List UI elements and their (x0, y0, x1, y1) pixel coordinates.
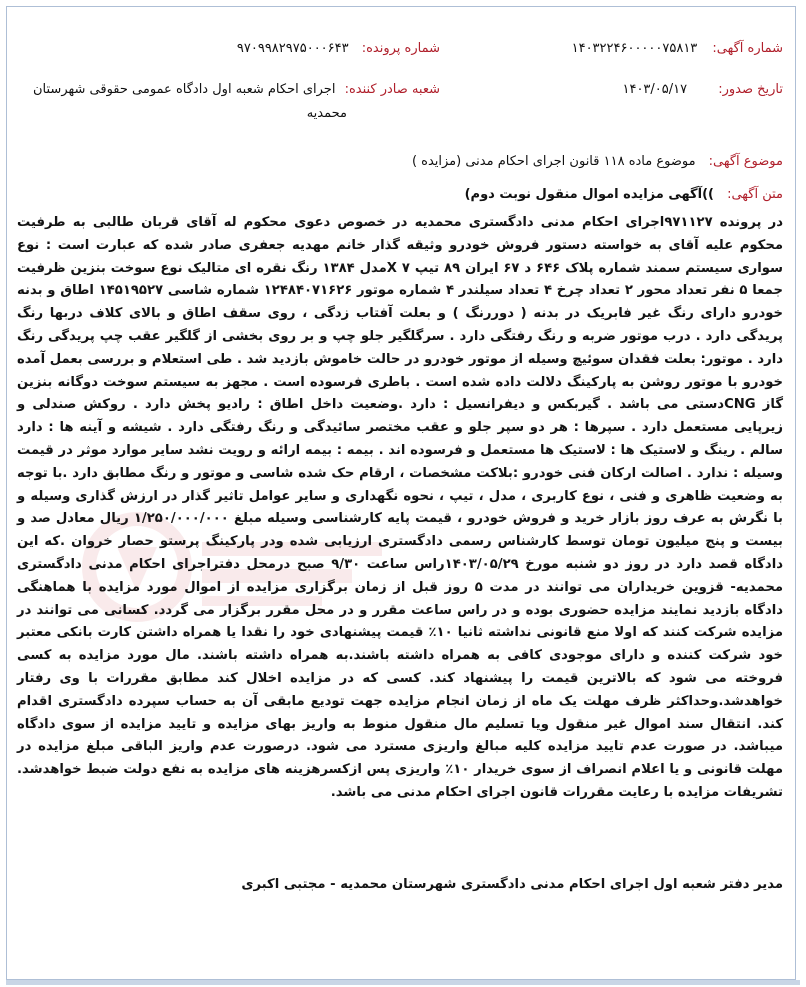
issue-date-label: تاریخ صدور: (718, 82, 783, 97)
ad-body-text: در پرونده ۹۷۱۱۲۷اجرای احکام مدنی دادگستری محمدیه در خصوص دعوی محکوم له آقای قربان طالبی به طرفیت محکوم علیه آقای به خواسته دستور فروش خودرو وثیقه گذار خانم مهدیه جعفری صادر شده که عبارت است : نوع سواری سیستم سمند شماره پلاک ۶۴۶ د ۶۷ ایران ۸۹ تیپ X ۷مدل ۱۳۸۴ رنگ نقره ای متالیک نوع سوخت بنزین ظرفیت جمعا ۵ نفر تعداد محور ۲ تعداد چرخ ۴ تعداد سیلندر ۴ شماره موتور ۱۲۴۸۴۰۷۱۶۲۶ شماره شاسی ۱۴۵۱۹۵۲۷ اطاق و بدنه خودرو دارای رنگ غیر فابریک در بدنه ( دوررنگ ) و بعلت آفتاب زدگی ، روی سقف اطاق و بالای کلاف دربها رنگ پریدگی دارد . درب موتور ضربه و رنگ رفتگی دارد . سرگلگیر جلو چپ و بر روی بخشی از گلگیر عقب چپ پریدگی رنگ دارد . موتور: بعلت فقدان سوئیچ وسیله از موتور خودرو در حالت خاموش بازدید شد . طی استعلام و بررسی بعمل آمده خودرو با موتور روشن به پارکینگ دلالت داده شده است . باطری فرسوده است . مجهز به سیستم سوخت دوگانه بنزین گاز CNGدستی می باشد . گیربکس و دیفرانسیل : دارد .وضعیت داخل اطاق : رادیو پخش دارد . روکش صندلی و زیرپایی مستعمل دارد . سپرها : هر دو سپر جلو و عقب مختصر سائیدگی و رنگ رفتگی دارد . شیشه و آینه ها : دارد سالم . رینگ و لاستیک ها : لاستیک ها مستعمل و فرسوده اند . بیمه : بیمه ارائه و رویت نشد سایر موارد موثر در قیمت وسیله : ندارد . اصالت ارکان فنی خودرو :بلاکت مشخصات ، ارقام حک شده شاسی و موتور و رنگ مطابق دارد .با توجه به وضعیت ظاهری و فنی ، نوع کاربری ، مدل ، تیپ ، نحوه نگهداری و سایر عوامل تاثیر گذار در ارزش گذاری وسیله و با نگرش به عرف روز بازار خرید و فروش خودرو ، قیمت پایه کارشناسی وسیله مبلغ ۱/۲۵۰/۰۰۰/۰۰۰ ریال معادل صد و بیست و پنج میلیون تومان توسط کارشناس رسمی دادگستری ارزیابی شده ودر پارکینگ پرستو حصار خروان .که این دادگاه قصد دارد در روز دو شنبه مورخ ۱۴۰۳/۰۵/۲۹راس ساعت ۹/۳۰ صبح درمحل دفتراجرای احکام مدنی دادگستری محمدیه- قزوین خریداران می توانند در مدت ۵ روز قبل از زمان برگزاری مزایده از اموال مورد مزایده با هماهنگی دادگاه بازدید نمایند مزایده حضوری بوده و در راس ساعت مقرر و در محل مقرر برگزار می گردد. کسانی می توانند در مزایده شرکت کنند که اولا منع قانونی نداشته ثانیا ۱۰٪ قیمت پیشنهادی خود را نقدا یا همراه داشتن کارت بانکی معتبر خود شرکت کننده و دارای موجودی کافی به همراه داشته باشند.به همراه داشته باشند. مال مورد مزایده به کسی فروخته می شود که بالاترین قیمت را پیشنهاد کند. کسی که در مزایده اخلال کند مطابق مقررات با وی رفتار خواهدشد.وحداکثر ظرف مهلت یک ماه از زمان انجام مزایده جهت تودیع مابقی آن به حساب سپرده دادگستری اقدام کند. انتقال سند اموال غیر منقول ویا تسلیم مال منقول منوط به واریز بهای مزایده و تایید مزایده از سوی دادگاه میباشد. در صورت عدم تایید مزایده کلیه مبالغ واریزی مسترد می شود. درصورت عدم واریز الباقی مبلغ مزایده در مهلت قانونی و یا اعلام انصراف از سوی خریدار ۱۰٪ واریزی پس ازکسرهزینه های مزایده به نفع دولت ضبط خواهدشد. تشریفات مزایده با رعایت مقررات قانون اجرای احکام مدنی می باشد. (17, 215, 784, 800)
ad-number (572, 37, 783, 56)
signature: مدیر دفتر شعبه اول اجرای احکام مدنی دادگستری شهرستان محمدیه - مجتبی اکبری (241, 877, 783, 892)
case-number (237, 37, 440, 56)
ad-document (6, 6, 796, 980)
text-header-value: ))آگهی مزایده اموال منقول نوبت دوم) (464, 187, 714, 202)
case-number-label: شماره پرونده: (361, 41, 440, 56)
issuer (33, 78, 440, 97)
ad-number-label: شماره آگهی: (712, 41, 783, 56)
subject-label: موضوع آگهی: (708, 154, 783, 169)
issuer-value-line2: محمدیه (306, 106, 347, 121)
issue-date (622, 78, 783, 97)
case-number-value: ۹۷۰۹۹۸۲۹۷۵۰۰۰۶۴۳ (236, 41, 349, 56)
subject (412, 150, 783, 169)
subject-value: موضوع ماده ۱۱۸ قانون اجرای احکام مدنی (مزایده ) (411, 154, 696, 169)
text-header-label: متن آگهی: (727, 187, 783, 202)
issuer-value-line1: اجرای احکام شعبه اول دادگاه عمومی حقوقی شهرستان (33, 82, 336, 97)
issuer-label: شعبه صادر کننده: (344, 82, 440, 97)
text-header (465, 183, 783, 202)
bottom-border-strip (6, 980, 800, 985)
issuer-line2 (307, 102, 347, 121)
issue-date-value: ۱۴۰۳/۰۵/۱۷ (622, 82, 688, 97)
ad-number-value: ۱۴۰۳۲۲۴۶۰۰۰۰۰۷۵۸۱۳ (571, 41, 698, 56)
